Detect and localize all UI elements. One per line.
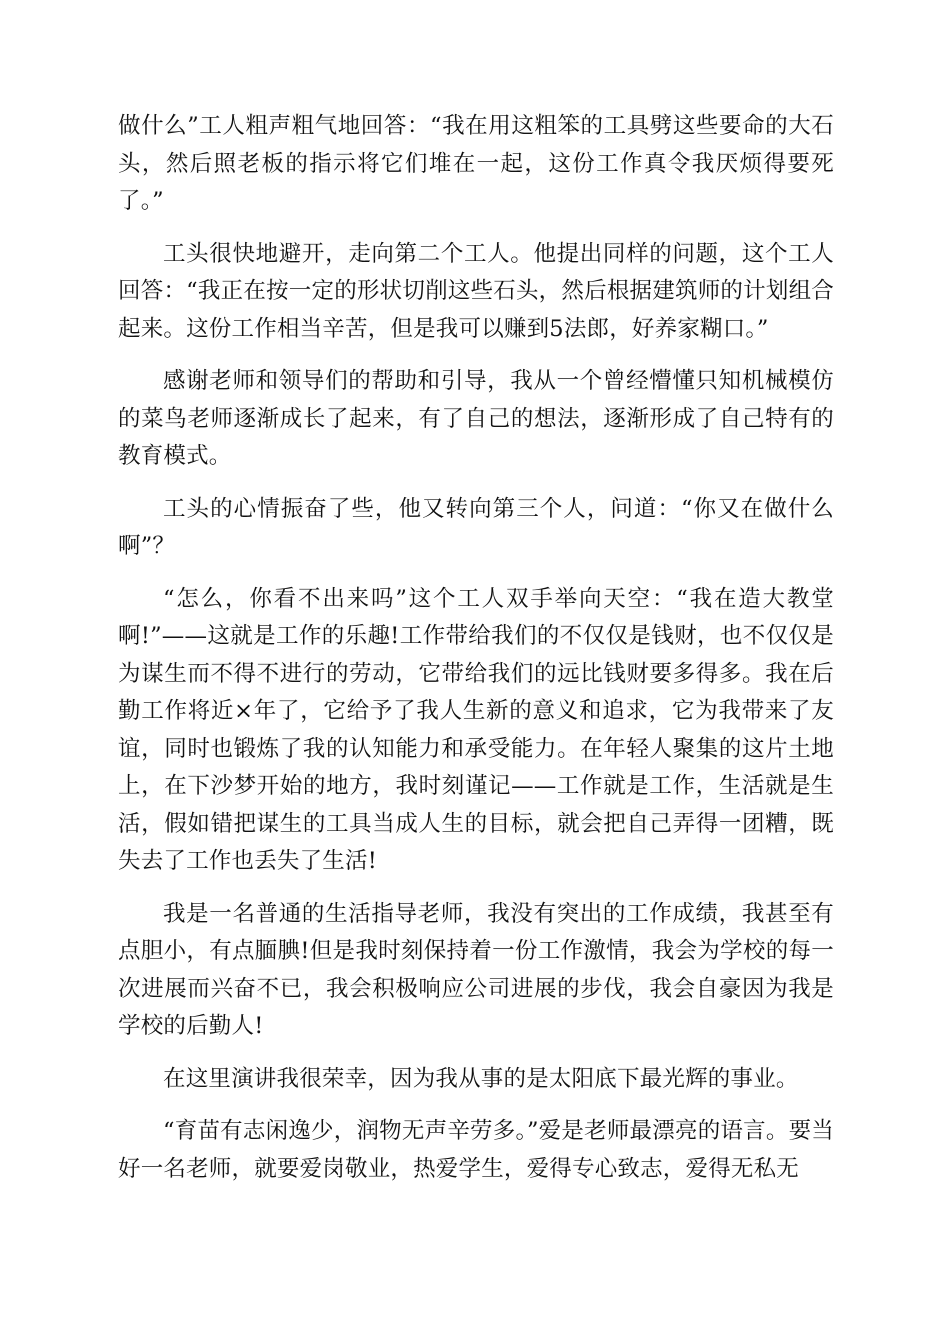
paragraph-7: 在这里演讲我很荣幸，因为我从事的是太阳底下最光辉的事业。 — [163, 1065, 799, 1092]
paragraph-4: 工头的心情振奋了些，他又转向第三个人，问道：“你又在做什么啊”？ — [118, 495, 834, 559]
paragraph-2: 工头很快地避开，走向第二个工人。他提出同样的问题，这个工人回答：“我正在按一定的形状切削这些石头，然后根据建筑师的计划组合起来。这份工作相当辛苦，但是我可以赚到5法郎，好养家糊口。” — [118, 240, 834, 342]
paragraph-6: 我是一名普通的生活指导老师，我没有突出的工作成绩，我甚至有点胆小，有点腼腆!但是我时刻保持着一份工作激情，我会为学校的每一次进展而兴奋不已，我会积极响应公司进展的步伐，我会自豪因为我是学校的后勤人! — [118, 900, 834, 1039]
paragraph-8: “育苗有志闲逸少，润物无声辛劳多。”爱是老师最漂亮的语言。要当好一名老师，就要爱岗敬业，热爱学生，爱得专心致志，爱得无私无 — [118, 1118, 834, 1182]
document-page — [118, 108, 834, 1203]
paragraph-1: 做什么”工人粗声粗气地回答：“我在用这粗笨的工具劈这些要命的大石头，然后照老板的指示将它们堆在一起，这份工作真令我厌烦得要死了。” — [118, 113, 834, 214]
paragraph-3: 感谢老师和领导们的帮助和引导，我从一个曾经懵懂只知机械模仿的菜鸟老师逐渐成长了起来，有了自己的想法，逐渐形成了自己特有的教育模式。 — [118, 368, 834, 469]
paragraph-5: “怎么，你看不出来吗”这个工人双手举向天空：“我在造大教堂啊!”——这就是工作的乐趣!工作带给我们的不仅仅是钱财，也不仅仅是为谋生而不得不进行的劳动，它带给我们的远比钱财要多得多。我在后勤工作将近×年了，它给予了我人生新的意义和追求，它为我带来了友谊，同时也锻炼了我的认知能力和承受能力。在年轻人聚集的这片土地上，在下沙梦开始的地方，我时刻谨记——工作就是工作，生活就是生活，假如错把谋生的工具当成人生的目标，就会把自己弄得一团糟，既失去了工作也丢失了生活! — [118, 585, 834, 874]
